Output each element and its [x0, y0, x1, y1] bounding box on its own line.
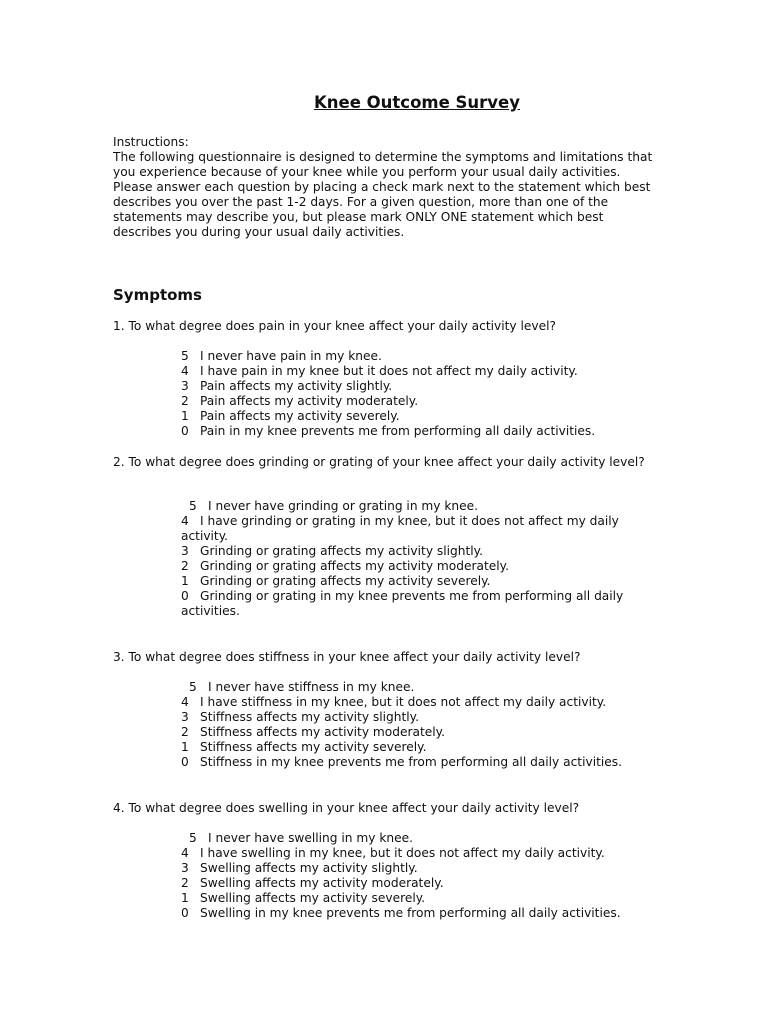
option-score: 3 — [181, 710, 189, 724]
option-text: Pain affects my activity severely. — [200, 409, 400, 423]
question-3: 3. To what degree does stiffness in your knee affect your daily activity level? — [113, 650, 581, 664]
option-text: Swelling affects my activity severely. — [200, 891, 426, 905]
question-2-options — [181, 499, 651, 619]
option-text: Pain affects my activity moderately. — [200, 394, 419, 408]
instructions-text: The following questionnaire is designed to determine the symptoms and limitations that you experience because of your knee while you perform your usual daily activities. Please answer each question by placing a check mark next to the statement which best describes you over the past 1-2 days. For a given question, more than one of the statements may describe you, but please mark ONLY ONE statement which best describes you during your usual daily activities. — [113, 150, 653, 239]
option-text: I have pain in my knee but it does not affect my daily activity. — [200, 364, 578, 378]
option-item — [181, 589, 651, 619]
option-item — [181, 364, 651, 379]
option-score: 2 — [181, 394, 189, 408]
option-item — [181, 424, 651, 439]
option-item — [181, 740, 651, 755]
option-item — [181, 725, 651, 740]
option-score: 0 — [181, 589, 189, 603]
option-item — [181, 379, 651, 394]
option-item — [181, 349, 651, 364]
instructions-block — [113, 135, 653, 240]
option-score: 0 — [181, 906, 189, 920]
option-item — [181, 680, 651, 695]
question-2: 2. To what degree does grinding or grating of your knee affect your daily activity level? — [113, 455, 645, 469]
option-text: Swelling affects my activity moderately. — [200, 876, 444, 890]
option-text: I have grinding or grating in my knee, but it does not affect my daily activity. — [181, 514, 619, 543]
option-score: 5 — [189, 831, 197, 845]
option-item — [181, 906, 651, 921]
option-item — [181, 710, 651, 725]
page-title: Knee Outcome Survey — [313, 93, 521, 112]
option-text: Grinding or grating affects my activity slightly. — [200, 544, 483, 558]
option-text: Grinding or grating in my knee prevents me from performing all daily activities. — [181, 589, 624, 618]
option-score: 1 — [181, 574, 189, 588]
option-score: 3 — [181, 861, 189, 875]
option-score: 5 — [189, 499, 197, 513]
question-4-options — [181, 831, 651, 921]
option-score: 2 — [181, 876, 189, 890]
option-text: Grinding or grating affects my activity severely. — [200, 574, 491, 588]
option-score: 5 — [181, 349, 189, 363]
option-text: Pain in my knee prevents me from performing all daily activities. — [200, 424, 596, 438]
option-score: 2 — [181, 559, 189, 573]
option-text: Stiffness affects my activity slightly. — [200, 710, 420, 724]
option-item — [181, 499, 651, 514]
option-text: I never have grinding or grating in my knee. — [208, 499, 479, 513]
option-item — [181, 394, 651, 409]
option-score: 0 — [181, 424, 189, 438]
option-text: Pain affects my activity slightly. — [200, 379, 393, 393]
option-score: 2 — [181, 725, 189, 739]
option-score: 3 — [181, 379, 189, 393]
option-item — [181, 831, 651, 846]
option-item — [181, 891, 651, 906]
option-score: 3 — [181, 544, 189, 558]
question-4: 4. To what degree does swelling in your knee affect your daily activity level? — [113, 801, 580, 815]
option-score: 4 — [181, 514, 189, 528]
section-heading-symptoms: Symptoms — [113, 286, 202, 304]
option-text: I never have pain in my knee. — [200, 349, 382, 363]
option-text: Grinding or grating affects my activity moderately. — [200, 559, 509, 573]
option-item — [181, 574, 651, 589]
question-3-options — [181, 680, 651, 770]
option-score: 0 — [181, 755, 189, 769]
option-text: Stiffness affects my activity severely. — [200, 740, 427, 754]
option-item — [181, 695, 651, 710]
option-item — [181, 514, 651, 544]
option-text: I never have swelling in my knee. — [208, 831, 413, 845]
option-item — [181, 559, 651, 574]
option-item — [181, 846, 651, 861]
option-score: 4 — [181, 364, 189, 378]
option-item — [181, 876, 651, 891]
instructions-label: Instructions: — [113, 135, 189, 149]
option-text: I have stiffness in my knee, but it does not affect my daily activity. — [200, 695, 607, 709]
option-item — [181, 544, 651, 559]
option-text: Stiffness affects my activity moderately. — [200, 725, 445, 739]
option-score: 4 — [181, 695, 189, 709]
option-text: Swelling in my knee prevents me from performing all daily activities. — [200, 906, 621, 920]
question-1-options — [181, 349, 651, 439]
option-item — [181, 755, 651, 770]
option-score: 4 — [181, 846, 189, 860]
option-score: 1 — [181, 740, 189, 754]
option-text: I have swelling in my knee, but it does not affect my daily activity. — [200, 846, 605, 860]
option-item — [181, 861, 651, 876]
option-score: 1 — [181, 409, 189, 423]
option-text: Swelling affects my activity slightly. — [200, 861, 418, 875]
option-score: 5 — [189, 680, 197, 694]
option-text: I never have stiffness in my knee. — [208, 680, 415, 694]
option-item — [181, 409, 651, 424]
option-text: Stiffness in my knee prevents me from performing all daily activities. — [200, 755, 622, 769]
option-score: 1 — [181, 891, 189, 905]
question-1: 1. To what degree does pain in your knee affect your daily activity level? — [113, 319, 556, 333]
